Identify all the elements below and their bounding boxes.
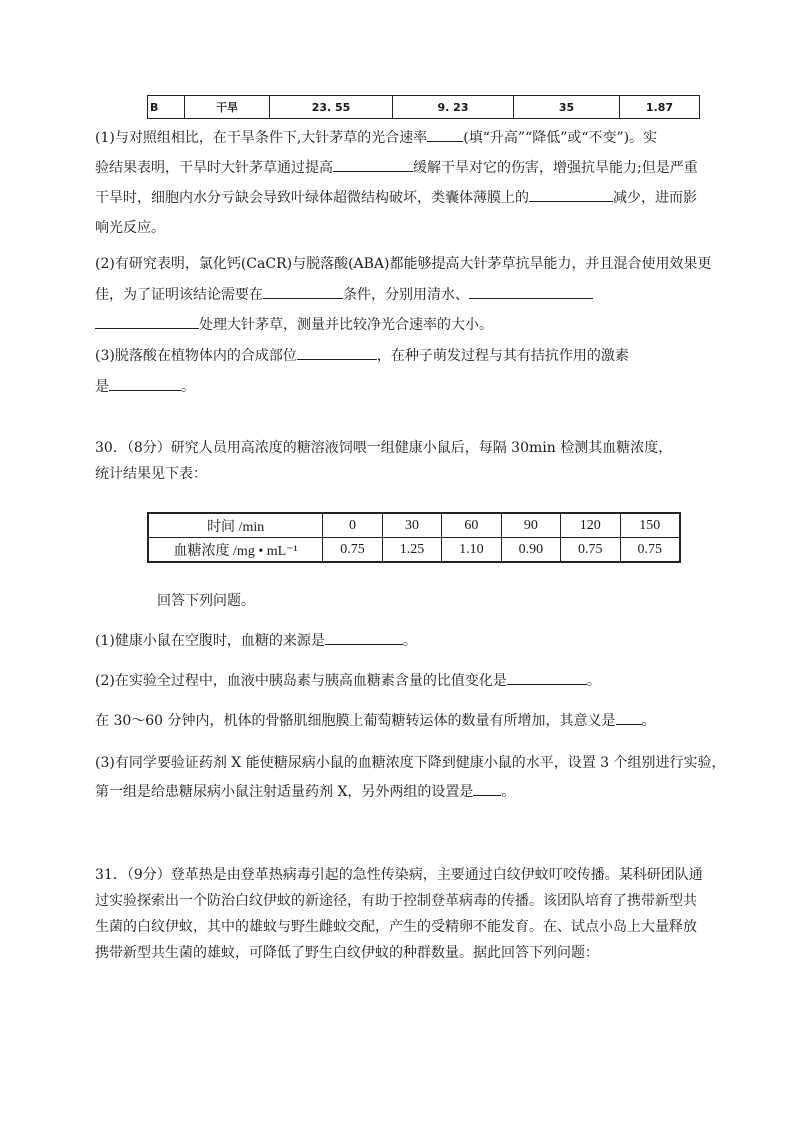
q29-line-1: (1)与对照组相比，在干旱条件下,大针茅草的光合速率 (填“升高”“降低”或“不变”)。实 <box>95 127 657 148</box>
q29-line-2: 验结果表明，干旱时大针茅草通过提高 缓解干旱对它的伤害，增强抗旱能力;但是严重 <box>95 157 698 178</box>
table-cell: 35 <box>514 96 620 119</box>
table-header-cell: 60 <box>442 513 501 538</box>
table-header-cell: 150 <box>620 513 680 538</box>
table-cell: 9. 23 <box>393 96 514 119</box>
table-cell: 血糖浓度 /mg • mL⁻¹ <box>148 538 323 563</box>
table-header-cell: 90 <box>501 513 560 538</box>
table-cell: 0.75 <box>323 538 382 563</box>
q29-line-5: (2)有研究表明，氯化钙(CaCR)与脱落酸(ABA)都能够提高大针茅草抗旱能力，并且混合使用效果更 <box>95 256 712 272</box>
answer-blank[interactable] <box>325 630 403 645</box>
table-cell: 23. 55 <box>270 96 393 119</box>
q30-intro-2: 统计结果见下表： <box>95 466 207 482</box>
answer-blank[interactable] <box>616 710 642 725</box>
answer-blank[interactable] <box>427 127 463 142</box>
q31-line-1: 31．（9分）登革热是由登革热病毒引起的急性传染病，主要通过白纹伊蚊叮咬传播。某科研团队通 <box>95 867 703 883</box>
q30-sub-2b: 在 30～60 分钟内，机体的骨骼肌细胞膜上葡萄糖转运体的数量有所增加，其意义是 。 <box>95 710 656 731</box>
q29-line-6: 佳，为了证明该结论需要在 条件，分别用清水、 <box>95 284 593 305</box>
q29-line-4: 响光反应。 <box>95 220 165 236</box>
q30-sub-3b: 第一组是给患糖尿病小鼠注射适量药剂 X，另外两组的设置是 。 <box>95 781 515 802</box>
q30-sub-2: (2)在实验全过程中，血液中胰岛素与胰高血糖素含量的比值变化是 。 <box>95 670 601 691</box>
table-header-cell: 时间 /min <box>148 513 323 538</box>
answer-blank[interactable] <box>297 345 377 360</box>
table-cell: 0.90 <box>501 538 560 563</box>
table-cell: B <box>148 96 185 119</box>
answer-blank[interactable] <box>263 284 343 299</box>
drought-table <box>147 95 700 119</box>
table-header-cell: 0 <box>323 513 382 538</box>
table-cell: 0.75 <box>561 538 620 563</box>
q31-line-3: 生菌的白纹伊蚊，其中的雄蚊与野生雌蚊交配，产生的受精卵不能发育。在、试点小岛上大量释放 <box>95 919 697 935</box>
table-cell: 干旱 <box>185 96 270 119</box>
q30-sub-1: (1)健康小鼠在空腹时，血糖的来源是 。 <box>95 630 417 651</box>
answer-blank[interactable] <box>333 157 413 172</box>
q30-answer-prompt: 回答下列问题。 <box>157 593 255 609</box>
q29-line-9: 是 。 <box>95 376 195 397</box>
table-cell: 1.87 <box>620 96 700 119</box>
q29-line-7: 处理大针茅草，测量并比较净光合速率的大小。 <box>95 314 493 335</box>
q30-intro-1: 30．（8分）研究人员用高浓度的糖溶液饲喂一组健康小鼠后，每隔 30min 检测其血糖浓度， <box>95 440 673 456</box>
q31-line-2: 过实验探索出一个防治白纹伊蚊的新途径，有助于控制登革病毒的传播。该团队培育了携带新型共 <box>95 893 697 909</box>
table-cell: 1.25 <box>382 538 441 563</box>
table-row <box>148 538 680 563</box>
answer-blank[interactable] <box>95 314 199 329</box>
table-header-cell: 120 <box>561 513 620 538</box>
q29-line-3: 干旱时，细胞内水分亏缺会导致叶绿体超微结构破坏，类囊体薄膜上的 减少，进而影 <box>95 187 697 208</box>
table-cell: 0.75 <box>620 538 680 563</box>
q29-line-8: (3)脱落酸在植物体内的合成部位 ，在种子萌发过程与其有拮抗作用的激素 <box>95 345 629 366</box>
blood-sugar-table <box>147 512 681 563</box>
table-row <box>148 513 680 538</box>
answer-blank[interactable] <box>507 670 587 685</box>
answer-blank[interactable] <box>109 376 181 391</box>
answer-blank[interactable] <box>473 781 501 796</box>
answer-blank[interactable] <box>529 187 613 202</box>
table-row <box>148 96 700 119</box>
q30-sub-3: (3)有同学要验证药剂 X 能使糖尿病小鼠的血糖浓度下降到健康小鼠的水平，设置 3 个组别进行实验， <box>95 755 726 771</box>
table-header-cell: 30 <box>382 513 441 538</box>
q31-line-4: 携带新型共生菌的雄蚊，可降低了野生白纹伊蚊的种群数量。据此回答下列问题： <box>95 945 599 961</box>
answer-blank[interactable] <box>469 284 593 299</box>
table-cell: 1.10 <box>442 538 501 563</box>
